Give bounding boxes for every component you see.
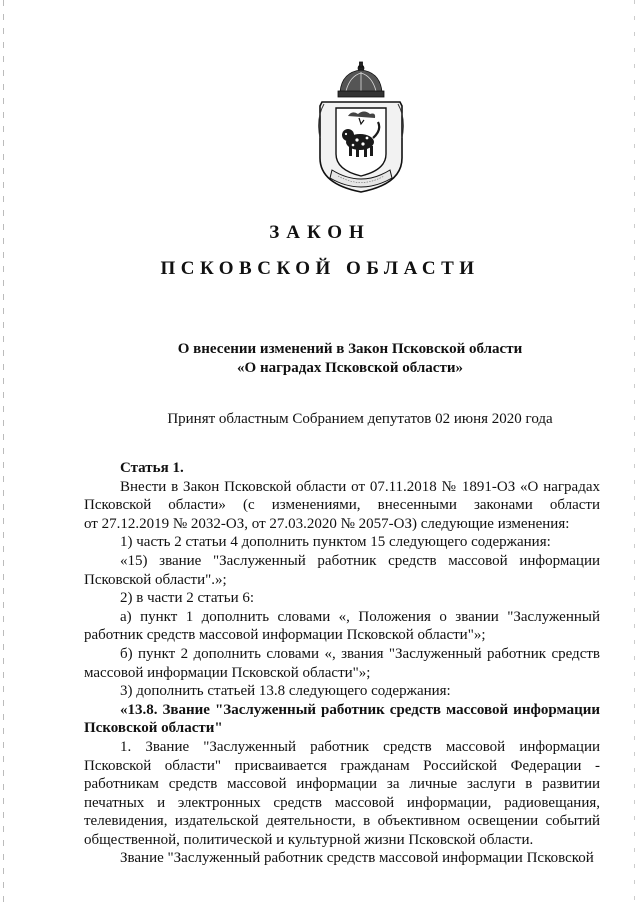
law-subject-line-2: «О наградах Псковской области» xyxy=(237,360,463,376)
paragraph-line: «15) звание "Заслуженный работник средств массовой информации xyxy=(120,552,600,569)
law-subject-line-1: О внесении изменений в Закон Псковской области xyxy=(177,341,523,357)
paragraph-line: Звание "Заслуженный работник средств массовой информации Псковской xyxy=(120,850,594,867)
paragraph-line: б) пункт 2 дополнить словами «, звания "Заслуженный работник средств xyxy=(120,645,600,662)
paragraph-line: массовой информации Псковской области"»; xyxy=(84,664,371,681)
paragraph-line: 3) дополнить статьей 13.8 следующего содержания: xyxy=(120,683,451,700)
coat-of-arms-emblem xyxy=(312,58,410,194)
paragraph-line: Псковской области» (с изменениями, внесенными законами области xyxy=(84,497,600,514)
scan-edge-left xyxy=(3,0,4,905)
new-article-heading: «13.8. Звание "Заслуженный работник средств массовой информации xyxy=(120,701,600,718)
article-heading: Статья 1. xyxy=(120,460,184,476)
paragraph-line: от 27.12.2019 № 2032-ОЗ, от 27.03.2020 № 2057-ОЗ) следующие изменения: xyxy=(84,515,570,532)
paragraph-line: Псковской области" присваивается гражданам Российской Федерации - xyxy=(84,757,600,774)
paragraph-line: 1) часть 2 статьи 4 дополнить пунктом 15 следующего содержания: xyxy=(120,534,551,551)
new-article-heading: Псковской области" xyxy=(84,720,223,737)
paragraph-line: работникам средств массовой информации за личные заслуги в развитии xyxy=(84,776,600,793)
paragraph-line: телевидения, издательской деятельности, в объективном освещении событий xyxy=(84,813,600,830)
document-title: ЗАКОН xyxy=(269,222,371,243)
scan-edge-right xyxy=(634,0,635,905)
paragraph-line: а) пункт 1 дополнить словами «, Положения о звании "Заслуженный xyxy=(120,608,600,625)
paragraph-line: 1. Звание "Заслуженный работник средств массовой информации xyxy=(120,738,600,755)
paragraph-line: печатных и электронных средств массовой информации, радиовещания, xyxy=(84,794,600,811)
paragraph-line: Псковской области".»; xyxy=(84,571,227,588)
paragraph-line: Внести в Закон Псковской области от 07.11.2018 № 1891-ОЗ «О наградах xyxy=(120,478,600,495)
document-region: ПСКОВСКОЙ ОБЛАСТИ xyxy=(160,258,480,279)
paragraph-line: работник средств массовой информации Псковской области"»; xyxy=(84,627,486,644)
article-body xyxy=(84,459,600,868)
paragraph-line: общественной, политической и культурной жизни Псковской области. xyxy=(84,831,534,848)
adoption-statement: Принят областным Собранием депутатов 02 июня 2020 года xyxy=(167,411,553,427)
paragraph-line: 2) в части 2 статьи 6: xyxy=(120,590,255,607)
